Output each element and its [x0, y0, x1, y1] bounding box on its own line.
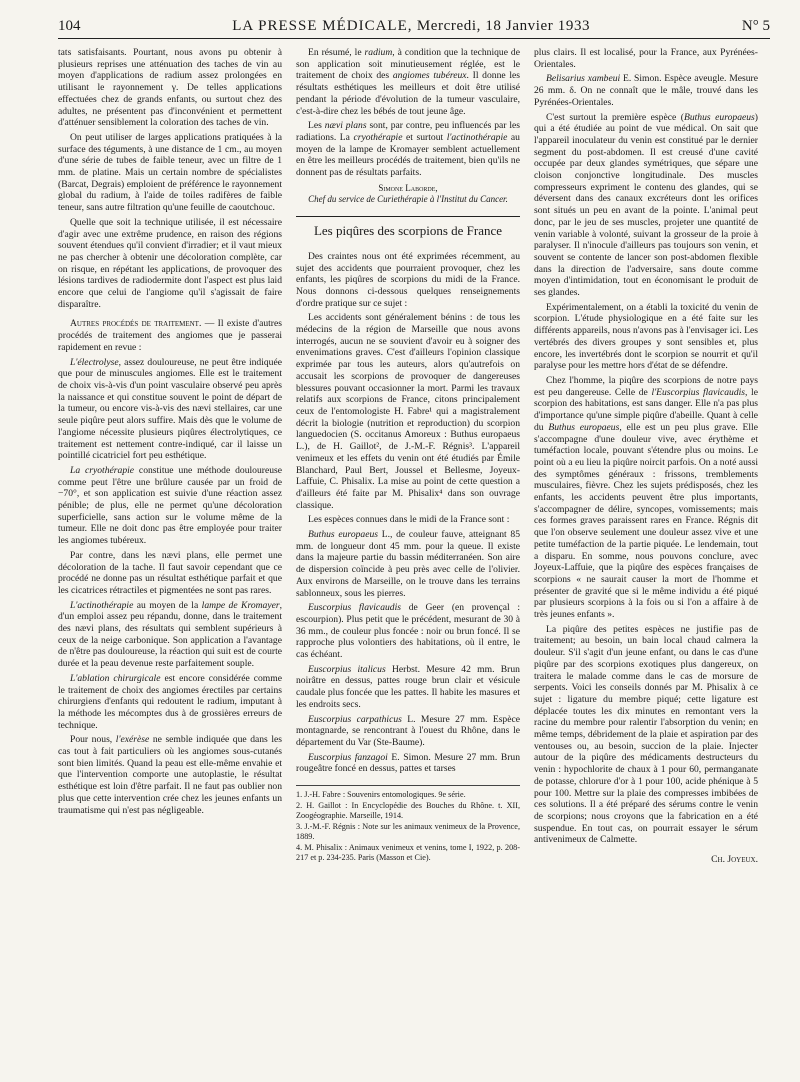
issue-number: N° 5 [741, 18, 770, 34]
term: L'ablation chirurgicale [70, 672, 161, 684]
paragraph: Par contre, dans les nævi plans, elle permet une décoloration de la tache. Il faut savoir cependant que ce procédé ne donne pas un résultat esthétique parfait et que les cicatrices rétractiles et pigmentées ne sont pas rares. [58, 549, 282, 596]
paragraph: Expérimentalement, on a établi la toxicité du venin de scorpion. L'étude physiologique en a été faite sur les différents appareils, nous n'avons pas à l'envisager ici. Les vertébrés des divers groupes y sont sensibles et, plus encore, les invertébrés dont le scorpion se nourrit et qu'il paralyse pour les mettre hors d'état de se défendre. [534, 301, 758, 372]
species-entry: Euscorpius flavicaudis de Geer (en provençal : escourpion). Plus petit que le précédent, mesurant de 30 à 36 mm., de couleur plus foncée : noir ou brun foncé. Il se rapproche plus volontiers des habitations, où il entre, le cas échéant. [296, 602, 520, 661]
paragraph: Des craintes nous ont été exprimées récemment, au sujet des accidents que pourraient provoquer, chez les enfants, les piqûres de scorpions du midi de la France. Nous donnons ci-dessous quelques renseignements d'ordre pratique sur ce sujet : [296, 250, 520, 309]
term: Buthus europaeus [548, 421, 620, 433]
term: La cryothérapie [70, 464, 135, 476]
paragraph: La piqûre des petites espèces ne justifie pas de traitement; au besoin, un bain local chaud calmera la douleur. S'il s'agit d'un jeune enfant, ou dans le cas d'une piqûre par des scorpions exotiques plus dangereux, on traitera le malade comme dans le cas de morsure de serpents. Voici les conseils donnés par M. Phisalix à ce sujet : ligature du membre piqué; cette ligature est déplacée toutes les dix minutes en remontant vers la racine du membre pour ralentir l'absorption du venin; en même temps, débridement de la plaie et aspiration par des ventouses ou, au besoin, succion de la plaie. Injecter autour de la piqûre des médicaments destructeurs du venin : hypochlorite de chaux à 1 pour 60, permanganate de potasse, chlorure d'or à 1 pour 100, acide phénique à 5 pour 100. Mettre sur la plaie des compresses imbibées de ces solutions. Il a été préparé des sérums contre le venin de scorpions; nous croyons que la fabrication en a été suspendue. En tout cas, on pourrait essayer le sérum antivenimeux de Calmette. [534, 623, 758, 846]
journal-title: LA PRESSE MÉDICALE, [232, 18, 413, 34]
page-number: 104 [58, 18, 81, 34]
term: Buthus europaeus [683, 111, 755, 123]
section-heading: Autres procédés de traitement. [70, 318, 202, 330]
term: nævi plans [324, 120, 367, 132]
term: L'électrolyse [70, 356, 119, 368]
paragraph: Les nævi plans sont, par contre, peu influencés par les radiations. La cryothérapie et surtout l'actinothérapie au moyen de la lampe de Kromayer semblent actuellement en être les meilleurs procédés de traitement, bien qu'ils ne donnent pas de résultats parfaits. [296, 120, 520, 179]
species-entry: Euscorpius carpathicus L. Mesure 27 mm. Espèce montagnarde, se rencontrant à l'ouest du Rhône, dans le département du Var (Ste-Baume). [296, 713, 520, 748]
paragraph: L'ablation chirurgicale est encore considérée comme le traitement de choix des angiomes érectiles par certains chirurgiens d'enfants qui redoutent le radium, imputant à la méthode les mécomptes dus à de grossières erreurs de technique. [58, 672, 282, 731]
column-middle [296, 47, 520, 866]
paragraph: En résumé, le radium, à condition que la technique de son application soit minutieusement réglée, est le traitement de choix des angiomes tubéreux. Il donne les résultats esthétiques les meilleurs et doit être utilisé pendant la période d'évolution de la tumeur vasculaire, c'est-à-dire chez les bébés de tout jeune âge. [296, 47, 520, 117]
running-header [58, 18, 770, 39]
footnote: 4. M. Phisalix : Animaux venimeux et venins, tome I, 1922, p. 208-217 et p. 234-235. Paris (Masson et Cie). [296, 843, 520, 863]
species-name: Euscorpius flavicaudis [308, 602, 401, 614]
species-entry: Buthus europaeus L., de couleur fauve, atteignant 85 mm. de longueur dont 45 mm. pour la queue. Il existe dans la majeure partie du bassin méditerranéen. Son aire de dispersion coïncide à peu près avec celle de l'olivier. Aux environs de Marseille, on le trouve dans les terrains sablonneux, sous les pierres. [296, 529, 520, 599]
article-signature [296, 183, 520, 206]
species-name: Euscorpius fanzagoi [308, 751, 388, 763]
paragraph: On peut utiliser de larges applications pratiquées à la surface des téguments, à une distance de 1 cm., au moyen d'une série de tubes de faible teneur, avec un filtre de 1 mm. de platine. Mais un certain nombre de spécialistes (Barcat, Degrais) emploient de préférence le rayonnement global du radium, à l'aide de toiles radifères de faible teneur, sans autre filtration qu'une feuille de caoutchouc. [58, 131, 282, 214]
issue-date: Mercredi, 18 Janvier 1933 [416, 18, 591, 34]
journal-masthead [232, 18, 590, 35]
term: L'actinothérapie [70, 599, 134, 611]
paragraph: Pour nous, l'exérèse ne semble indiquée que dans les cas tout à fait particuliers où les angiomes sous-cutanés sont bien limités. Quand la peau est elle-même envahie et que l'intervention comporte une autoplastie, le résultat esthétique est loin d'être parfait. Il ne faut pas oublier non plus que cette intervention crée chez les jeunes enfants un traumatisme qui n'est pas négligeable. [58, 734, 282, 816]
signature-name: Simone Laborde, [378, 182, 438, 193]
species-name: Euscorpius italicus [308, 663, 386, 675]
paragraph: Autres procédés de traitement. — Il existe d'autres procédés de traitement des angiomes que je passerai rapidement en revue : [58, 318, 282, 353]
column-right [534, 47, 758, 866]
term: radium [364, 47, 393, 58]
paragraph: La cryothérapie constitue une méthode douloureuse comme peut l'être une brûlure causée par un froid de −70°, et son application est suivie d'une réaction assez pénible; de plus, elle ne permet qu'une décoloration superficielle, sans action sur le volume même de la tumeur. Elle ne doit donc pas être employée pour traiter les angiomes tubéreux. [58, 464, 282, 547]
text-columns [58, 47, 770, 866]
paragraph: tats satisfaisants. Pourtant, nous avons pu obtenir à plusieurs reprises une atténuation des taches de vin au moyen d'applications de radium assez prolongées en utilisant le rayonnement γ. De telles applications effectuées chez de grands enfants, ou surtout chez des adultes, ne présentent pas d'inconvénient et permettent d'atténuer sensiblement la coloration des taches de vin. [58, 47, 282, 129]
term: angiomes tubéreux [392, 70, 467, 82]
footnote: 2. H. Gaillot : In Encyclopédie des Bouches du Rhône. t. XII, Zoogéographie. Marseille, 1914. [296, 801, 520, 821]
paragraph: plus clairs. Il est localisé, pour la France, aux Pyrénées-Orientales. [534, 47, 758, 70]
term: lampe de Kromayer [201, 599, 280, 611]
paragraph: Quelle que soit la technique utilisée, il est nécessaire d'agir avec une extrême prudence, en raison des régions souvent étendues qu'il convient d'irradier; et il vaut mieux ne pas chercher à obtenir une décoloration complète, car on risque, en répétant les applications, de provoquer des lésions tardives de radiodermite dont l'aspect est plus laid encore que celui de l'angiome qu'il s'agissait de faire disparaître. [58, 216, 282, 310]
term: l'exérèse [115, 734, 150, 746]
paragraph: Les espèces connues dans le midi de la France sont : [308, 514, 510, 526]
term: l'Euscorpius flavicaudis [651, 386, 746, 398]
term: l'actinothérapie [446, 131, 508, 143]
paragraph: L'électrolyse, assez douloureuse, ne peut être indiquée que pour de minuscules angiomes. Elle est le traitement de choix vis-à-vis d'un point vasculaire observé peu après la naissance et qui constitue souvent le point de départ de la tumeur, ou encore vis-à-vis des nævi stellaires, car une seule piqûre peut alors suffire. Mais dès que le volume de l'angiome nécessite plusieurs piqûres électrolytiques, ce traitement est nettement contre-indiqué, car il laisse un pointillé cicatriciel fort peu esthétique. [58, 356, 282, 462]
signature-role: Chef du service de Curiethérapie à l'Institut du Cancer. [308, 194, 508, 205]
article-title: Les piqûres des scorpions de France [313, 223, 503, 239]
footnote: 1. J.-H. Fabre : Souvenirs entomologiques. 9e série. [296, 790, 466, 800]
paragraph: L'actinothérapie au moyen de la lampe de Kromayer, d'un emploi assez peu répandu, donne, dans le traitement des nævi plans, des résultats qui semblent supérieurs à ceux de la neige carbonique. Son application a l'avantage de n'être pas douloureuse, la réaction qui suit est de courte durée et la peau devenue reste parfaitement souple. [58, 599, 282, 670]
species-name: Euscorpius carpathicus [308, 713, 402, 725]
species-name: Belisarius xambeui [546, 73, 621, 85]
column-left [58, 47, 282, 866]
footnote: 3. J.-M.-F. Régnis : Note sur les animaux venimeux de la Provence, 1889. [296, 822, 520, 842]
paragraph: Les accidents sont généralement bénins : de tous les médecins de la région de Marseille que nous avons interrogés, aucun ne se souvient d'avoir eu à soigner des envenimations graves. C'est d'ailleurs l'opinion classique exprimée par tous les auteurs, alors qu'autrefois on accusait les scorpions de provoquer de dangereuses blessures pouvant occasionner la mort. Parmi les travaux relatifs aux scorpions de France, citons principalement ceux de l'entomologiste H. Fabre¹ qui a magistralement décrit la biologie (nutrition et reproduction) du scorpion languedocien (S. occitanus Amoreux : Buthus europaeus L.), de H. Gaillot², de J.-M.-F. Régnis³. L'appareil venimeux et les effets du venin ont été étudiés par Émile Blanchard, Paul Bert, Joussel et Bellesme, Joyeux-Laffuie, C. Phisalix. La mise au point de cette question a d'ailleurs été faite par M. Phisalix⁴ dans son ouvrage classique. [296, 312, 520, 511]
article-author: Ch. Joyeux. [711, 854, 758, 866]
term: cryothérapie [353, 131, 403, 143]
species-entry: Belisarius xambeui E. Simon. Espèce aveugle. Mesure 26 mm. δ. On ne connaît que le mâle, trouvé dans les Pyrénées-Orientales. [534, 73, 759, 108]
species-entry: Euscorpius italicus Herbst. Mesure 42 mm. Brun noirâtre en dessus, pattes rouge brun clair et vésicule caudale plus foncée que les pattes. Il habite les masures et les endroits secs. [296, 663, 520, 710]
paragraph: C'est surtout la première espèce (Buthus europaeus) qui a été étudiée au point de vue médical. On sait que l'appareil inoculateur du venin est constitué par le dernier segment du post-abdomen. Il est creusé d'une cavité occupée par deux glandes symétriques, que sépare une cloison conjonctive longitudinale. Des muscles compresseurs expriment le contenu des glandes, qui se déversent dans des canaux excréteurs dont les orifices sont situés un peu en avant de la pointe. L'animal peut donc, par le jeu de ses muscles, projeter une quantité de venin variable à volonté, suivant la grosseur de la proie à paralyser. Il n'inocule d'ailleurs pas toujours son venin, et souvent se contente de lancer son post-abdomen flexible dans la direction de l'adversaire, sans doute comme moyen d'intimidation, tout en économisant le produit de ses glandes. [534, 111, 758, 299]
species-entry: Euscorpius fanzagoi E. Simon. Mesure 27 mm. Brun rougeâtre foncé en dessus, pattes et tarses [296, 751, 521, 775]
article-divider [296, 216, 520, 217]
paragraph: Chez l'homme, la piqûre des scorpions de notre pays est peu dangereuse. Celle de l'Euscorpius flavicaudis, le scorpion des habitations, est sans danger. Elle n'a pas plus d'importance qu'une simple piqûre d'abeille. Quant à celle du Buthus europaeus, elle est un peu plus grave. Elle s'accompagne d'une douleur vive, avec érythème et tuméfaction locale, pouvant s'étendre plus ou moins. Le point où a eu lieu la piqûre noircit parfois. On a noté aussi des symptômes généraux : frissons, tremblements musculaires, fièvre. Chez les sujets prédisposés, chez les enfants, les accidents peuvent être plus importants, s'accompagner de délire, syncopes, vomissements; mais ces formes graves paraissent rares en France. Régnis dit que l'on observe seulement une douleur assez vive et une petite tuméfaction de la partie piquée. Le lendemain, tout a disparu. En somme, nous pouvons conclure, avec Joyeux-Laffuie, que la piqûre des espèces françaises de scorpions « ne saurait causer la mort de l'homme et présenter de gravité que si le même individu a été piqué par plusieurs scorpions à la fois ou si l'on a affaire à de très jeunes enfants ». [534, 374, 758, 621]
species-name: Buthus europaeus [308, 529, 378, 541]
footnotes [296, 785, 520, 863]
